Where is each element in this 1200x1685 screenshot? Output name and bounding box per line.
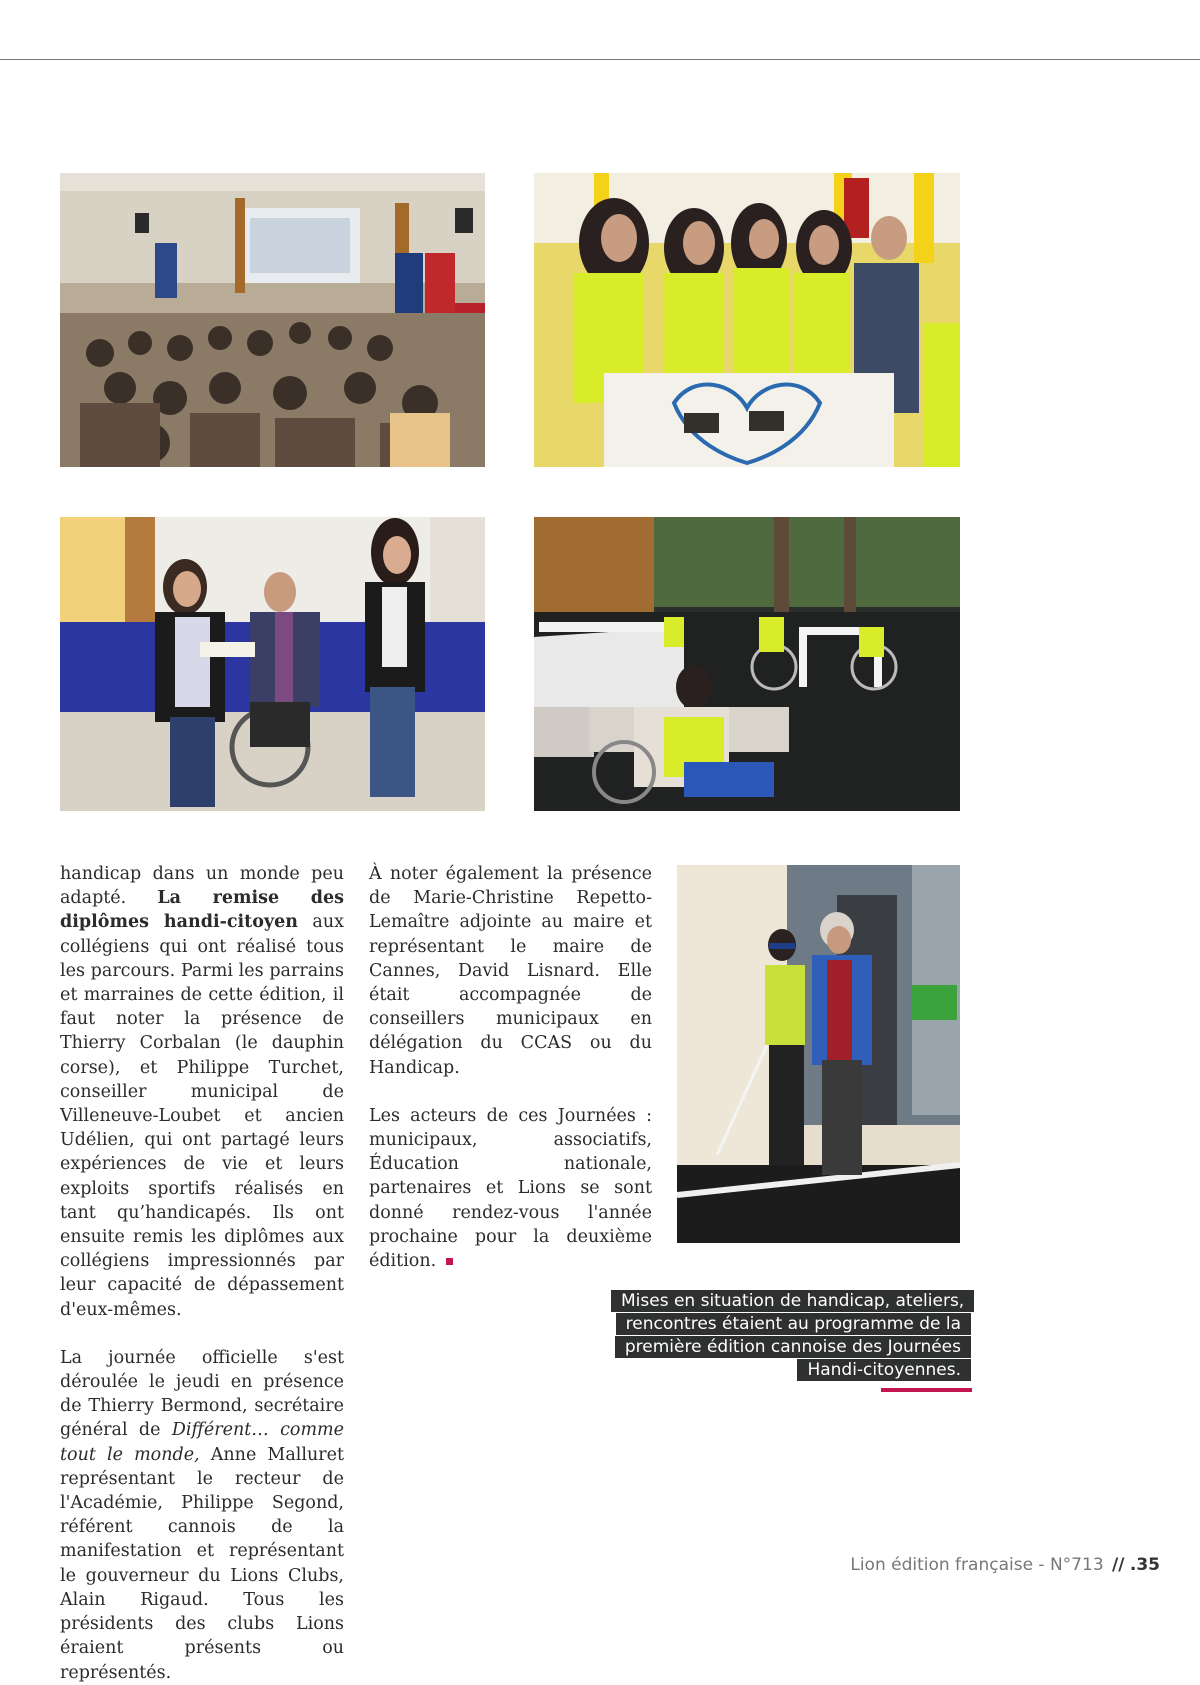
article-text: La journée officielle s'est déroulée le jeudi en présence de Thierry Bermond, secrétaire général de (60, 1347, 344, 1441)
caption-text: Mises en situation de handicap, ateliers, rencontres étaient au programme de la première édition cannoise des Journées Handi-citoyennes. (611, 1290, 974, 1381)
article-paragraph (60, 862, 344, 1322)
end-of-article-mark (446, 1258, 453, 1265)
article-paragraph (60, 1346, 344, 1685)
top-rule (0, 59, 1200, 60)
article-column-2 (369, 862, 652, 1273)
photo-blindfold-exercise (677, 865, 960, 1243)
photo-diploma-ceremony (60, 517, 485, 811)
article-text: Les acteurs de ces Journées : municipaux, associatifs, Éducation nationale, partenaires et Lions se sont donné rendez-vous l'année prochaine pour la deuxième édition. (369, 1105, 652, 1272)
article-text: aux collégiens qui ont réalisé tous les parcours. Parmi les parrains et marraines de cette édition, il faut noter la présence de Thierry Corbalan (le dauphin corse), et Philippe Turchet, conseiller municipal de Villeneuve-Loubet et ancien Udélien, qui ont partagé leurs expériences de vie et leurs exploits sportifs réalisés en tant qu’handicapés. Ils ont ensuite remis les diplômes aux collégiens impressionnés par leur capacité de dépassement d'eux-mêmes. (60, 912, 345, 1320)
footer-separator: // (1112, 1555, 1125, 1575)
caption-accent-bar (881, 1388, 972, 1392)
photo-caption (611, 1290, 971, 1382)
article-highlight: La remise des diplômes handi-citoyen (60, 888, 344, 933)
photo-conference-audience (60, 173, 485, 467)
article-paragraph (369, 1104, 652, 1273)
page-number: .35 (1129, 1555, 1160, 1575)
article-paragraph: À noter également la présence de Marie-Christine Repetto-Lemaître adjointe au maire et représentant le maire de Cannes, David Lisnard. Elle était accompagnée de conseillers municipaux en délégation du CCAS ou du Handicap. (369, 864, 652, 1078)
photo-students-painting (534, 173, 960, 467)
article-italic-title: Différent… comme tout le monde, (60, 1420, 344, 1465)
article-text: Anne Malluret représentant le recteur de l'Académie, Philippe Segond, référent cannois de la manifestation et représentant le gouverneur du Lions Clubs, Alain Rigaud. Tous les présidents des clubs Lions éraient présents ou représentés. (60, 1444, 344, 1683)
photo-wheelchair-course (534, 517, 960, 811)
article-text: handicap dans un monde peu adapté. (60, 864, 344, 909)
page-footer (850, 1555, 1160, 1575)
article-column-1 (60, 862, 344, 1685)
publication-name: Lion édition française - N°713 (850, 1555, 1104, 1575)
